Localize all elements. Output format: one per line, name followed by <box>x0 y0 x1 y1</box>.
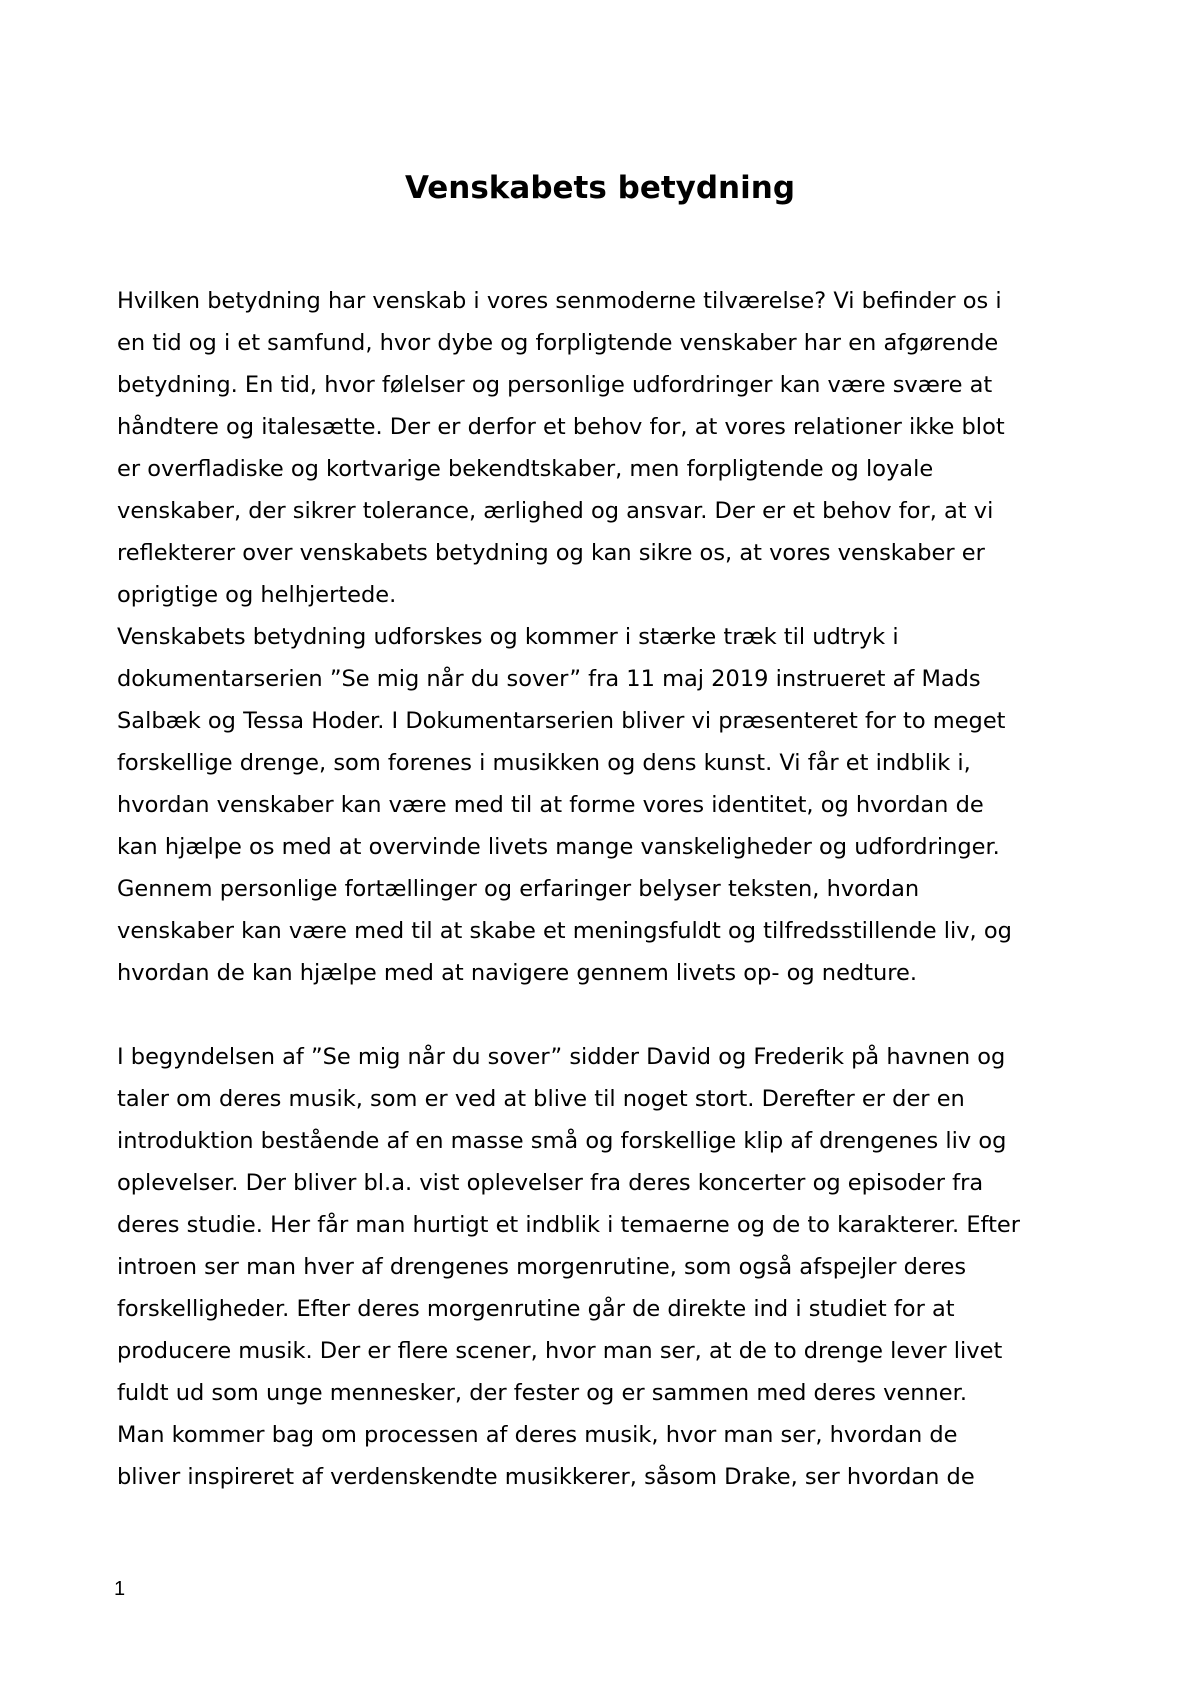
body-text <box>117 280 1107 1498</box>
text-line: Salbæk og Tessa Hoder. I Dokumentarserien bliver vi præsenteret for to meget <box>117 708 1006 734</box>
text-line: fuldt ud som unge mennesker, der fester og er sammen med deres venner. <box>117 1380 967 1406</box>
text-line: oplevelser. Der bliver bl.a. vist oplevelser fra deres koncerter og episoder fra <box>117 1170 984 1196</box>
paragraph-documentary <box>117 616 1107 994</box>
text-line: I begyndelsen af ”Se mig når du sover” sidder David og Frederik på havnen og <box>117 1044 1006 1070</box>
text-line: deres studie. Her får man hurtigt et indblik i temaerne og de to karakterer. Efter <box>117 1212 1020 1238</box>
paragraph-summary <box>117 1036 1107 1498</box>
text-line: en tid og i et samfund, hvor dybe og forpligtende venskaber har en afgørende <box>117 330 999 356</box>
text-line: reflekterer over venskabets betydning og kan sikre os, at vores venskaber er <box>117 540 985 566</box>
text-line: introduktion bestående af en masse små og forskellige klip af drengenes liv og <box>117 1128 1007 1154</box>
text-line: Gennem personlige fortællinger og erfaringer belyser teksten, hvordan <box>117 876 920 902</box>
text-line: oprigtige og helhjertede. <box>117 582 397 608</box>
text-line: kan hjælpe os med at overvinde livets mange vanskeligheder og udfordringer. <box>117 834 1000 860</box>
page-title: Venskabets betydning <box>404 170 796 206</box>
text-line: er overfladiske og kortvarige bekendtskaber, men forpligtende og loyale <box>117 456 934 482</box>
text-line: Man kommer bag om processen af deres musik, hvor man ser, hvordan de <box>117 1422 958 1448</box>
text-line: Hvilken betydning har venskab i vores senmoderne tilværelse? Vi befinder os i <box>117 288 1002 314</box>
text-line: hvordan venskaber kan være med til at forme vores identitet, og hvordan de <box>117 792 984 818</box>
text-line: introen ser man hver af drengenes morgenrutine, som også afspejler deres <box>117 1254 967 1280</box>
page-number: 1 <box>114 1578 126 1600</box>
text-line: forskellige drenge, som forenes i musikken og dens kunst. Vi får et indblik i, <box>117 750 971 776</box>
text-line: Venskabets betydning udforskes og kommer i stærke træk til udtryk i <box>117 624 899 650</box>
text-line: bliver inspireret af verdenskendte musikkerer, såsom Drake, ser hvordan de <box>117 1464 975 1490</box>
paragraph-spacer <box>117 994 1107 1036</box>
text-line: hvordan de kan hjælpe med at navigere gennem livets op- og nedture. <box>117 960 918 986</box>
text-line: taler om deres musik, som er ved at blive til noget stort. Derefter er der en <box>117 1086 965 1112</box>
text-line: dokumentarserien ”Se mig når du sover” fra 11 maj 2019 instrueret af Mads <box>117 666 981 692</box>
text-line: forskelligheder. Efter deres morgenrutine går de direkte ind i studiet for at <box>117 1296 955 1322</box>
text-line: håndtere og italesætte. Der er derfor et behov for, at vores relationer ikke blot <box>117 414 1005 440</box>
text-line: betydning. En tid, hvor følelser og personlige udfordringer kan være svære at <box>117 372 993 398</box>
text-line: producere musik. Der er flere scener, hvor man ser, at de to drenge lever livet <box>117 1338 1003 1364</box>
text-line: venskaber, der sikrer tolerance, ærlighed og ansvar. Der er et behov for, at vi <box>117 498 994 524</box>
paragraph-intro <box>117 280 1107 616</box>
text-line: venskaber kan være med til at skabe et meningsfuldt og tilfredsstillende liv, og <box>117 918 1012 944</box>
